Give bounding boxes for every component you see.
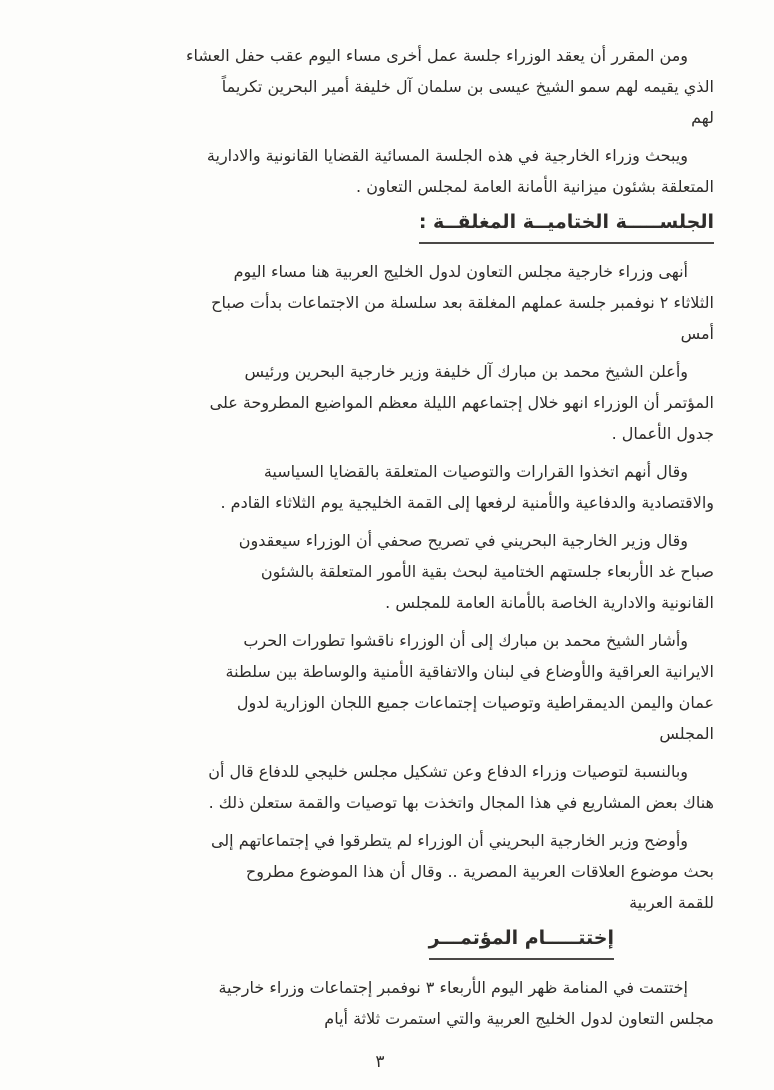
text-line: هناك بعض المشاريع في هذا المجال واتخذت بها توصيات والقمة ستعلن ذلك . — [208, 793, 714, 812]
text-line: صباح غد الأربعاء جلستهم الختامية لبحث بقية الأمور المتعلقة بالشئون — [260, 562, 714, 581]
paragraph-budget-issues — [100, 140, 714, 202]
text-line: وبالنسبة لتوصيات وزراء الدفاع وعن تشكيل مجلس خليجي للدفاع قال أن — [208, 762, 688, 781]
text-line: والاقتصادية والدفاعية والأمنية لرفعها إلى القمة الخليجية يوم الثلاثاء القادم . — [220, 493, 714, 512]
text-line: الايرانية العراقية والأوضاع في لبنان والاتفاقية الأمنية والوساطة بين سلطنة — [225, 662, 714, 681]
paragraph-press-statement — [100, 525, 714, 618]
page-number: ٣ — [375, 1052, 385, 1072]
section-heading-conference-conclusion — [100, 925, 614, 960]
paragraph-evening-session — [100, 40, 714, 133]
paragraph-decisions-recommendations — [100, 456, 714, 518]
text-line: مجلس التعاون لدول الخليج العربية والتي استمرت ثلاثة أيام — [324, 1009, 714, 1028]
text-line: ويبحث وزراء الخارجية في هذه الجلسة المسائية القضايا القانونية والادارية — [206, 146, 688, 165]
text-line: ومن المقرر أن يعقد الوزراء جلسة عمل أخرى مساء اليوم عقب حفل العشاء — [186, 46, 688, 65]
paragraph-minister-announcement — [100, 356, 714, 449]
text-line: وقال وزير الخارجية البحريني في تصريح صحفي أن الوزراء سيعقدون — [238, 531, 688, 550]
text-line: المؤتمر أن الوزراء انهو خلال إجتماعهم الليلة معظم المواضيع المطروحة على — [209, 393, 714, 412]
text-line: بحث موضوع العلاقات العربية المصرية .. وقال أن هذا الموضوع مطروح — [245, 862, 714, 881]
text-line: وأشار الشيخ محمد بن مبارك إلى أن الوزراء ناقشوا تطورات الحرب — [243, 631, 688, 650]
paragraph-session-ended — [100, 256, 714, 349]
text-line: وأوضح وزير الخارجية البحريني أن الوزراء لم يتطرقوا في إجتماعاتهم إلى — [210, 831, 688, 850]
text-line: إختتمت في المنامة ظهر اليوم الأربعاء ٣ نوفمبر إجتماعات وزراء خارجية — [218, 978, 688, 997]
paragraph-defense-council — [100, 756, 714, 818]
section-heading-closed-final-session — [100, 209, 714, 244]
text-line: عمان واليمن الديمقراطية وتوصيات إجتماعات جميع اللجان الوزارية لدول — [236, 693, 714, 712]
heading-underlined-text: الجلســـــة الختاميــة المغلقــة : — [419, 209, 714, 244]
paragraph-egyptian-relations — [100, 825, 714, 918]
text-line: وأعلن الشيخ محمد بن مبارك آل خليفة وزير خارجية البحرين ورئيس — [244, 362, 688, 381]
text-line: أمس — [680, 324, 714, 343]
paragraph-conference-concluded — [100, 972, 714, 1034]
paragraph-topics-discussed — [100, 625, 714, 749]
text-line: جدول الأعمال . — [611, 424, 714, 443]
text-line: المجلس — [659, 724, 714, 743]
text-line: للقمة العربية — [629, 893, 714, 912]
text-line: المتعلقة بشئون ميزانية الأمانة العامة لمجلس التعاون . — [356, 177, 714, 196]
text-line: أنهى وزراء خارجية مجلس التعاون لدول الخليج العربية هنا مساء اليوم — [233, 262, 688, 281]
text-line: الثلاثاء ٢ نوفمبر جلسة عملهم المغلقة بعد سلسلة من الاجتماعات بدأت صباح — [211, 293, 714, 312]
text-line: القانونية والادارية الخاصة بالأمانة العامة للمجلس . — [385, 593, 714, 612]
heading-underlined-text: إختتـــــام المؤتمـــر — [429, 925, 614, 960]
text-line: الذي يقيمه لهم سمو الشيخ عيسى بن سلمان آل خليفة أمير البحرين تكريماً — [221, 77, 714, 96]
text-line: لهم — [691, 108, 714, 127]
text-line: وقال أنهم اتخذوا القرارات والتوصيات المتعلقة بالقضايا السياسية — [263, 462, 688, 481]
document-text-block — [100, 40, 714, 1076]
